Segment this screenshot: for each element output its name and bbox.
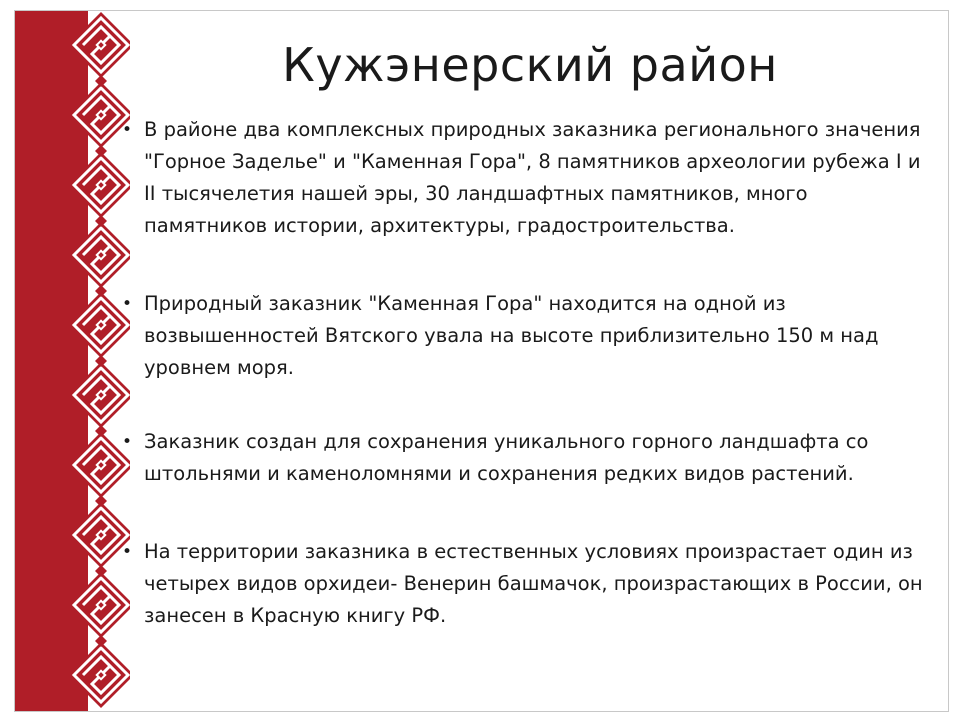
list-item: [118, 114, 928, 242]
list-item: [118, 288, 928, 384]
bullet-text: Заказник создан для сохранения уникального горного ландшафта со штольнями и каменоломнями и сохранения редких видов растений.: [144, 430, 869, 485]
bullet-list: [118, 114, 928, 632]
bullet-text: В районе два комплексных природных заказника регионального значения "Горное Заделье" и "Каменная Гора", 8 памятников археологии рубежа I и II тысячелетия нашей эры, 30 ландшафтных памятников, много памятников истории, архитектуры, градостроительства.: [144, 118, 921, 237]
bullet-dot-icon: •: [122, 294, 133, 314]
slide-title: Кужэнерский район: [282, 38, 778, 92]
mari-ornament-icon: [15, 11, 133, 711]
bullet-text: На территории заказника в естественных условиях произрастает один из четырех видов орхидеи- Венерин башмачок, произрастающих в России, он занесен в Красную книгу РФ.: [144, 540, 923, 627]
list-item: [118, 426, 928, 490]
bullet-dot-icon: •: [122, 432, 133, 452]
bullet-dot-icon: •: [122, 120, 133, 140]
bullet-dot-icon: •: [122, 542, 133, 562]
bullet-text: Природный заказник "Каменная Гора" находится на одной из возвышенностей Вятского увала на высоте приблизительно 150 м над уровнем моря.: [144, 292, 879, 379]
list-item: [118, 536, 928, 632]
